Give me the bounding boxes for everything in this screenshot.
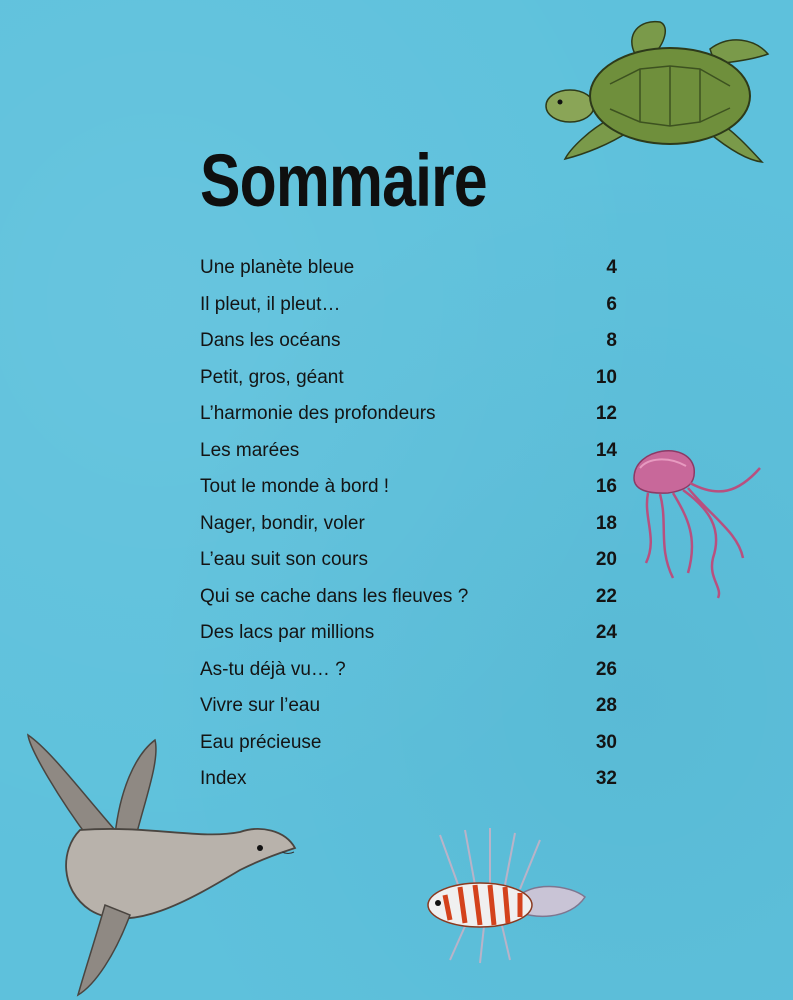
toc-entry[interactable] — [200, 250, 617, 287]
toc-entry-label: L’eau suit son cours — [200, 549, 368, 571]
toc-entry-label: Vivre sur l’eau — [200, 695, 321, 717]
toc-entry[interactable] — [200, 433, 617, 470]
toc-entry[interactable] — [200, 725, 617, 762]
toc-entry[interactable] — [200, 652, 617, 689]
toc-entry-label: Il pleut, il pleut… — [200, 293, 341, 315]
toc-entry-label: Des lacs par millions — [200, 622, 375, 644]
toc-entry[interactable] — [200, 579, 617, 616]
toc-entry-label: Qui se cache dans les fleuves ? — [200, 585, 469, 607]
toc-entry[interactable] — [200, 469, 617, 506]
toc-entry[interactable] — [200, 542, 617, 579]
toc-entry[interactable] — [200, 761, 617, 798]
toc-entry-page: 16 — [595, 476, 617, 498]
toc-entry-page: 24 — [595, 622, 617, 644]
toc-entry-label: Dans les océans — [200, 330, 341, 352]
toc-entry[interactable] — [200, 287, 617, 324]
toc-entry-label: Tout le monde à bord ! — [200, 476, 390, 498]
toc-entry-page: 6 — [606, 293, 617, 315]
toc-entry-page: 18 — [595, 512, 617, 534]
toc-entry-label: L’harmonie des profondeurs — [200, 403, 436, 425]
toc-entry[interactable] — [200, 615, 617, 652]
jellyfish-icon — [628, 438, 768, 603]
toc-entry-page: 12 — [595, 403, 617, 425]
toc-entry[interactable] — [200, 323, 617, 360]
toc-entry[interactable] — [200, 360, 617, 397]
toc-entry-label: Petit, gros, géant — [200, 366, 344, 388]
toc-entry-label: Une planète bleue — [200, 257, 355, 279]
toc-entry-page: 14 — [595, 439, 617, 461]
toc-entry-page: 8 — [606, 330, 617, 352]
toc-entry-page: 30 — [595, 731, 617, 753]
toc-entry-label: Index — [200, 768, 247, 790]
toc-entry-label: Eau précieuse — [200, 731, 322, 753]
toc-entry-label: As-tu déjà vu… ? — [200, 658, 346, 680]
toc-entry-label: Les marées — [200, 439, 300, 461]
toc-entry-page: 26 — [595, 658, 617, 680]
turtle-icon — [540, 14, 770, 169]
toc-entry[interactable] — [200, 396, 617, 433]
toc-entry[interactable] — [200, 506, 617, 543]
toc-entry-page: 28 — [595, 695, 617, 717]
toc-entry-page: 20 — [595, 549, 617, 571]
lionfish-icon — [420, 825, 590, 965]
toc-entry-page: 10 — [595, 366, 617, 388]
toc-entry-page: 32 — [595, 768, 617, 790]
toc-entry-label: Nager, bondir, voler — [200, 512, 365, 534]
toc-entry-page: 22 — [595, 585, 617, 607]
table-of-contents — [200, 250, 617, 798]
page-title: Sommaire — [200, 139, 487, 222]
toc-entry-page: 4 — [606, 257, 617, 279]
toc-entry[interactable] — [200, 688, 617, 725]
